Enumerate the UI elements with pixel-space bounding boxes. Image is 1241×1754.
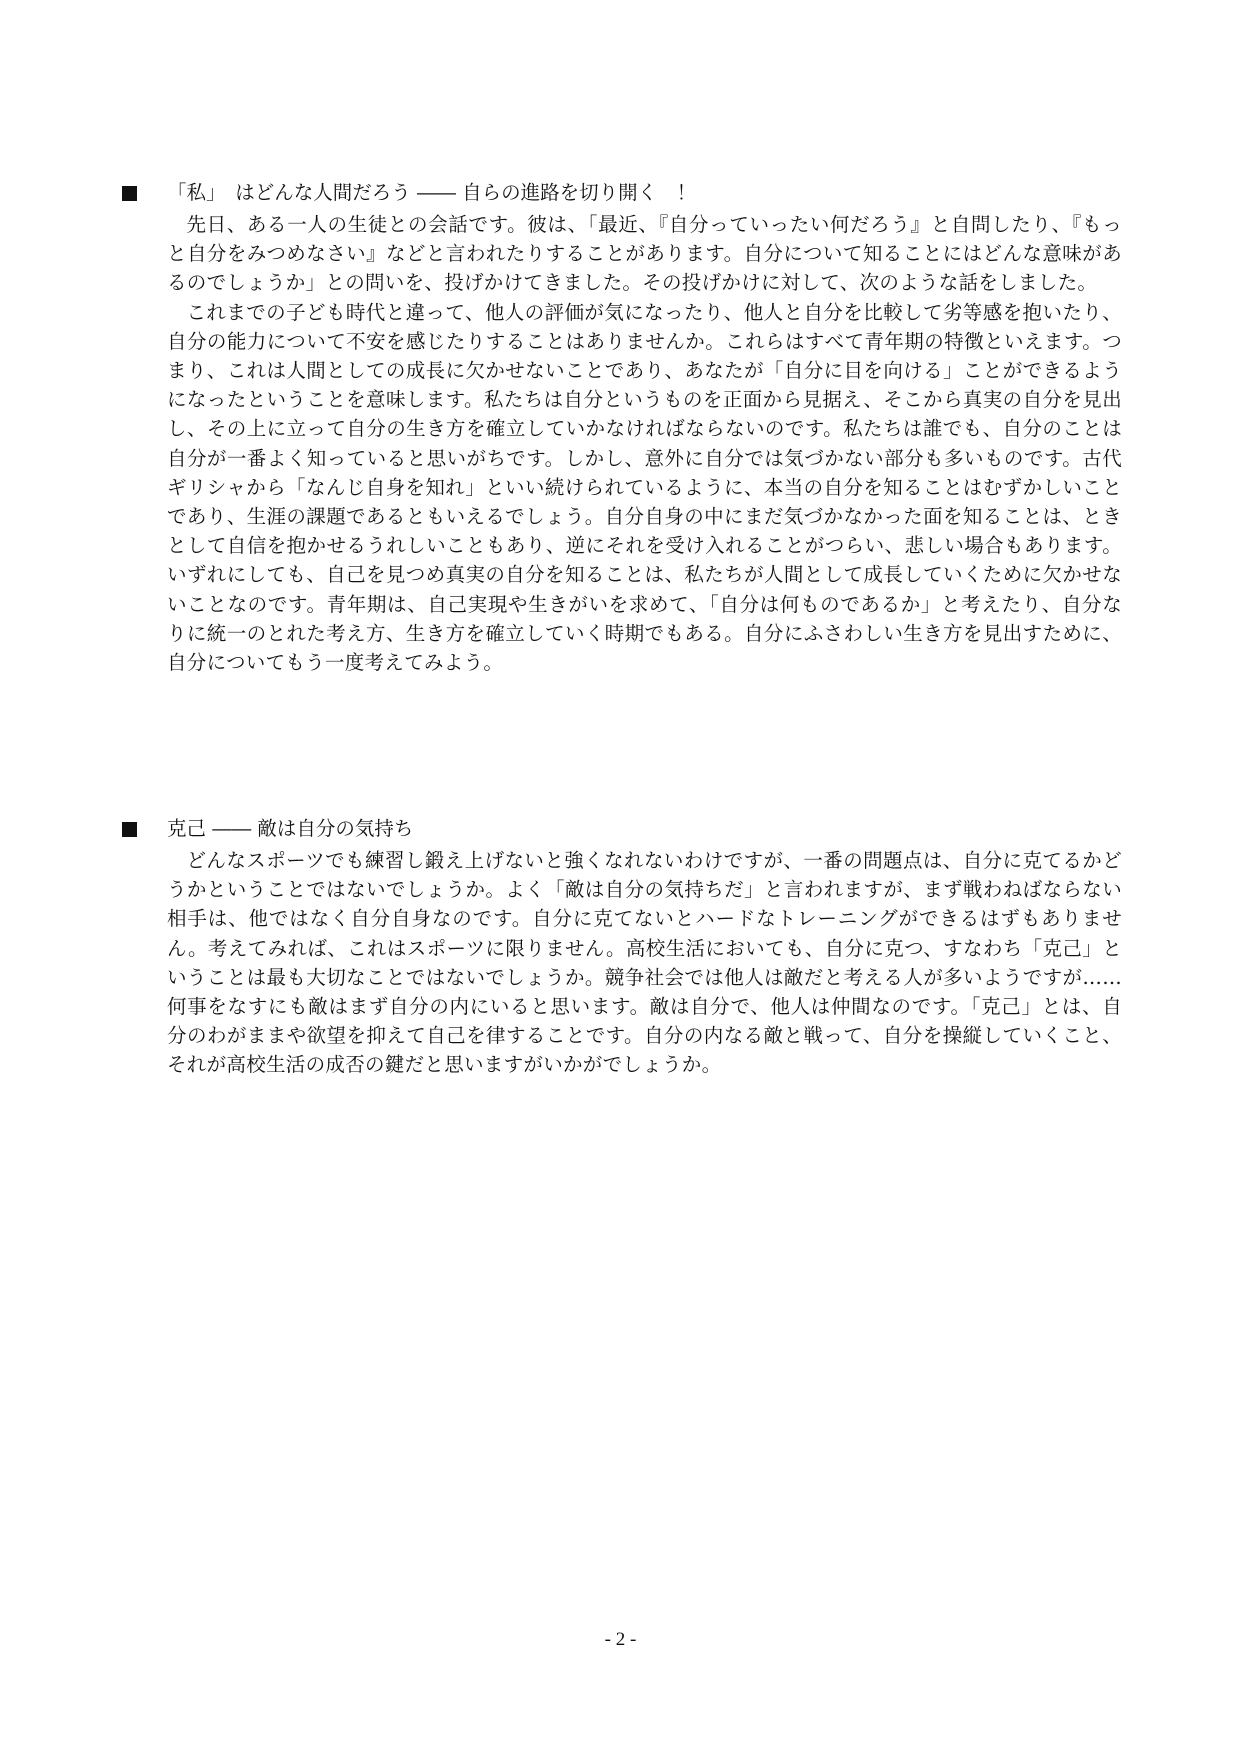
section-heading-text: 克己 ―― 敵は自分の気持ち	[167, 817, 414, 840]
paragraph: これまでの子ども時代と違って、他人の評価が気になったり、他人と自分を比較して劣等感を抱いたり、自分の能力について不安を感じたりすることはありませんか。これらはすべて青年期の特徴といえます。つまり、これは人間としての成長に欠かせないことであり、あなたが「自分に目を向ける」ことができるようになったということを意味します。私たちは自分というものを正面から見据え、そこから真実の自分を見出し、その上に立って自分の生き方を確立していかなければならないのです。私たちは誰でも、自分のことは自分が一番よく知っていると思いがちです。しかし、意外に自分では気づかない部分も多いものです。古代ギリシャから「なんじ自身を知れ」といい続けられているように、本当の自分を知ることはむずかしいことであり、生涯の課題であるともいえるでしょう。自分自身の中にまだ気づかなかった面を知ることは、ときとして自信を抱かせるうれしいこともあり、逆にそれを受け入れることがつらい、悲しい場合もあります。いずれにしても、自己を見つめ真実の自分を知ることは、私たちが人間として成長していくために欠かせないことなのです。青年期は、自己実現や生きがいを求めて、「自分は何ものであるか」と考えたり、自分なりに統一のとれた考え方、生き方を確立していく時期でもある。自分にふさわしい生き方を見出すために、自分についてもう一度考えてみよう。	[167, 300, 1122, 675]
section-heading	[122, 176, 1122, 210]
section-body	[167, 846, 1122, 1080]
page-number: - 2 -	[604, 1629, 637, 1650]
paragraph: どんなスポーツでも練習し鍛え上げないと強くなれないわけですが、一番の問題点は、自分に克てるかどうかということではないでしょうか。よく「敵は自分の気持ちだ」と言われますが、まず戦わねばならない相手は、他ではなく自分自身なのです。自分に克てないとハードなトレーニングができるはずもありません。考えてみれば、これはスポーツに限りません。高校生活においても、自分に克つ、すなわち「克己」ということは最も大切なことではないでしょうか。競争社会では他人は敵だと考える人が多いようですが……何事をなすにも敵はまず自分の内にいると思います。敵は自分で、他人は仲間なのです。「克己」とは、自分のわがままや欲望を抑えて自己を律することです。自分の内なる敵と戦って、自分を操縦していくこと、それが高校生活の成否の鍵だと思いますがいかがでしょうか。	[167, 849, 1122, 1077]
section-heading-text: 「私」 はどんな人間だろう ―― 自らの進路を切り開く ！	[167, 181, 697, 204]
section-self-understanding	[122, 176, 1122, 677]
square-bullet-icon	[122, 186, 137, 201]
section-body	[167, 210, 1122, 677]
section-self-discipline	[122, 812, 1122, 1080]
square-bullet-icon	[122, 822, 137, 837]
paragraph: 先日、ある一人の生徒との会話です。彼は、「最近、『自分っていったい何だろう』と自問したり、『もっと自分をみつめなさい』などと言われたりすることがあります。自分について知ることにはどんな意味があるのでしょうか」との問いを、投げかけてきました。その投げかけに対して、次のような話をしました。	[167, 213, 1122, 295]
section-heading	[122, 812, 1122, 846]
